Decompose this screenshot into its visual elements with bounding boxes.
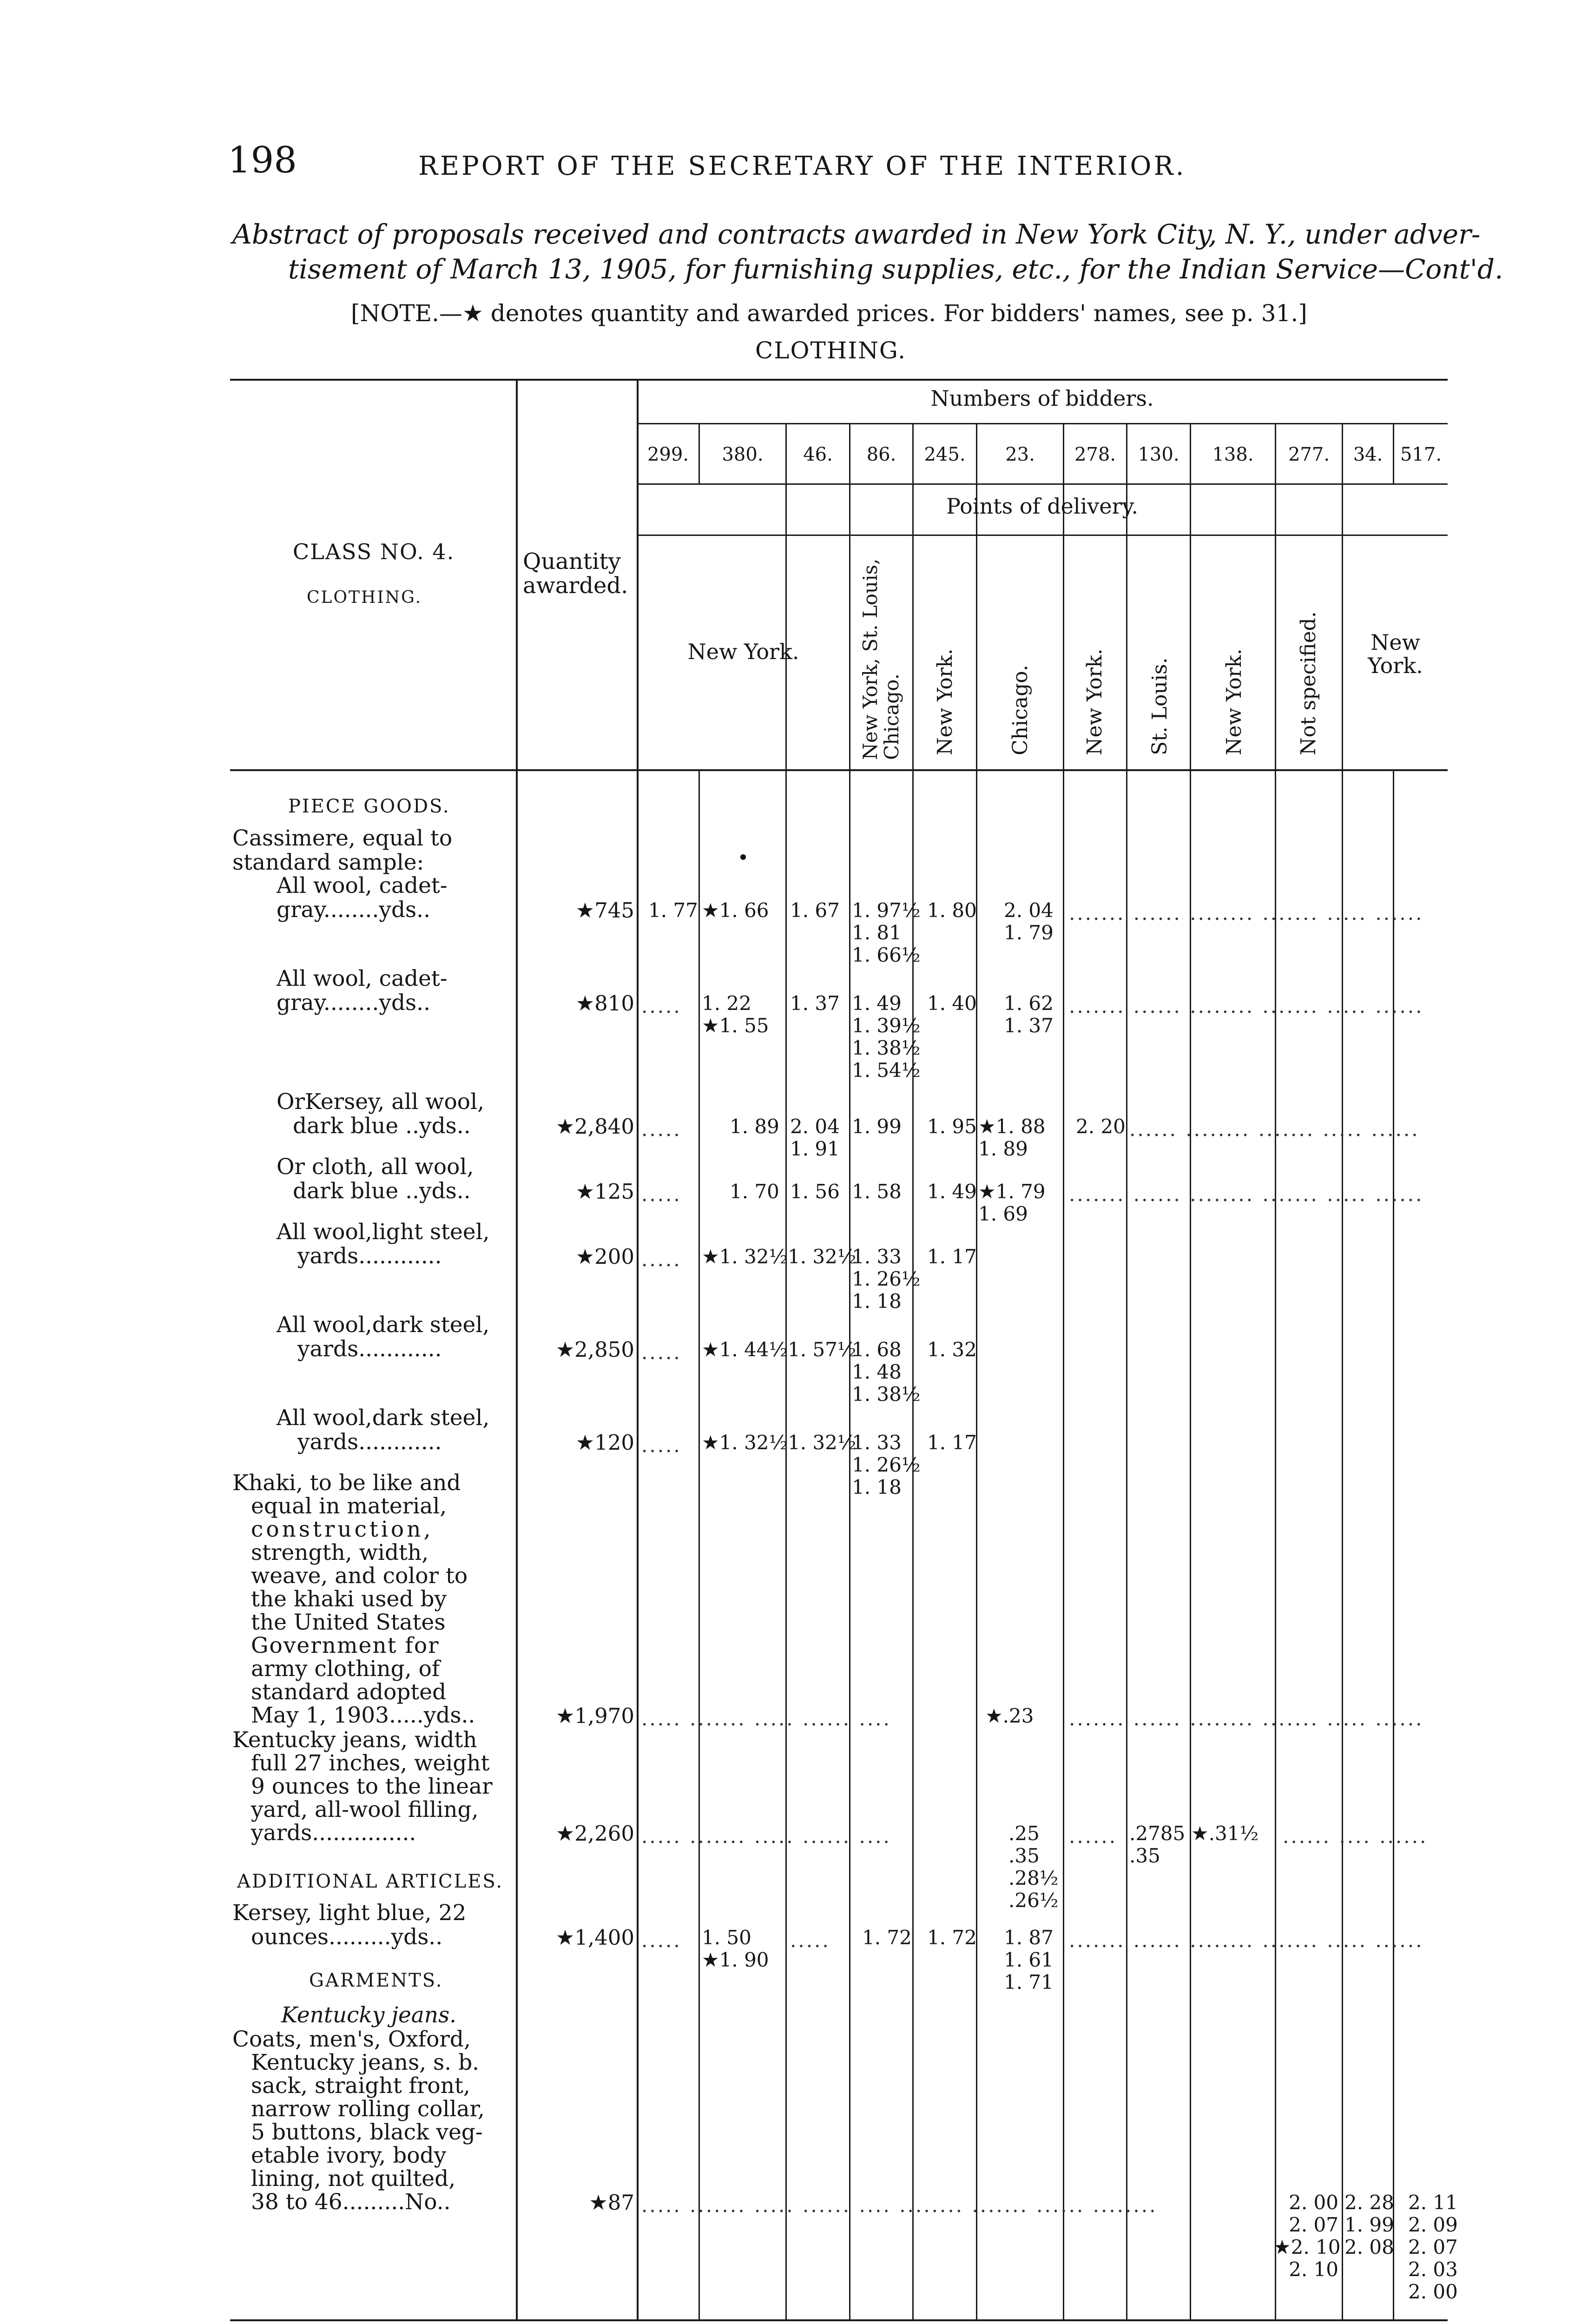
- r10-bid-86: 1. 72: [862, 1926, 912, 1949]
- r9-bid-130: .2785 .35: [1129, 1822, 1186, 1867]
- r11-label-3: sack, straight front,: [251, 2073, 470, 2099]
- r8-label-4: strength, width,: [251, 1540, 429, 1565]
- col-rule-138: [1275, 423, 1276, 2319]
- col-rule-380: [785, 423, 787, 2319]
- r10-bid-380: 1. 50 ★1. 90: [702, 1926, 769, 1971]
- r7-label-1: All wool,dark steel,: [277, 1405, 490, 1431]
- r2-dots-299: .....: [641, 995, 682, 1017]
- r3-label-1: OrKersey, all wool,: [277, 1089, 485, 1115]
- r11-quantity: ★87: [589, 2190, 634, 2215]
- r1-bid-245: 1. 80: [927, 899, 977, 922]
- quantity-label-1: Quantity: [523, 548, 621, 574]
- r1-bid-299: 1. 77: [648, 899, 698, 922]
- col-rule-quantity: [637, 379, 639, 2319]
- r5-bid-86: 1. 33 1. 26½ 1. 18: [852, 1245, 921, 1313]
- delivery-new-york-last-1: New: [1371, 630, 1420, 655]
- r11-label-1: Coats, men's, Oxford,: [232, 2027, 471, 2052]
- bidder-245: 245.: [924, 444, 966, 465]
- section-title: CLOTHING.: [755, 337, 906, 364]
- r6-dots-299: .....: [641, 1341, 682, 1364]
- r8-label-11: May 1, 1903.....yds..: [251, 1703, 475, 1728]
- r1-leader-dots: ....... ...... ........ ....... ..... ......: [1069, 902, 1424, 924]
- quantity-label-2: awarded.: [523, 573, 628, 599]
- r8-quantity: ★1,970: [555, 1703, 634, 1728]
- r3-dots-299: .....: [641, 1118, 682, 1141]
- r9-leader-dots-right: ...... .... ......: [1283, 1825, 1428, 1848]
- r10-dots-46: .....: [790, 1929, 830, 1952]
- r1-label-2: gray........yds..: [277, 897, 431, 923]
- col-rule-278: [1126, 423, 1127, 2319]
- table-top-rule: [230, 379, 1448, 381]
- bidder-277: 277.: [1288, 444, 1330, 465]
- r8-label-5: weave, and color to: [251, 1563, 468, 1589]
- r8-label-1: Khaki, to be like and: [232, 1470, 461, 1496]
- r9-leader-dots-left: ..... ....... ..... ...... ....: [641, 1825, 891, 1848]
- bidder-130: 130.: [1138, 444, 1179, 465]
- r10-leader-dots: ....... ...... ........ ....... ..... ......: [1069, 1929, 1424, 1952]
- r9-quantity: ★2,260: [555, 1821, 634, 1846]
- r10-label-1: Kersey, light blue, 22: [232, 1900, 467, 1926]
- r7-label-2: yards............: [297, 1429, 442, 1455]
- r5-quantity: ★200: [575, 1244, 634, 1269]
- r11-label-2: Kentucky jeans, s. b.: [251, 2050, 480, 2075]
- delivery-not-specified: Not specified.: [1297, 611, 1320, 755]
- r11-bid-517: 2. 11 2. 09 2. 07 2. 03 2. 00: [1408, 2191, 1458, 2303]
- bidder-46: 46.: [803, 444, 833, 465]
- r6-quantity: ★2,850: [555, 1337, 634, 1362]
- abstract-title-line1: Abstract of proposals received and contracts awarded in New York City, N. Y., under adver-: [232, 218, 1481, 250]
- r11-leader-dots: ..... ....... ..... ...... .... ........ ....... ...... ........: [641, 2194, 1158, 2217]
- r9-label-1: Kentucky jeans, width: [232, 1727, 477, 1753]
- r11-label-5: 5 buttons, black veg-: [251, 2119, 483, 2145]
- r1-bid-23: 2. 04 1. 79: [1004, 899, 1054, 944]
- r11-bid-34: 2. 28 1. 99 2. 08: [1344, 2191, 1394, 2258]
- abstract-title-line2: tisement of March 13, 1905, for furnishing supplies, etc., for the Indian Service—Cont'd.: [288, 253, 1503, 285]
- r11-label-4: narrow rolling collar,: [251, 2096, 485, 2122]
- r9-label-4: yard, all-wool filling,: [251, 1797, 479, 1822]
- r10-bid-245: 1. 72: [927, 1926, 977, 1949]
- r1-bid-46: 1. 67: [790, 899, 840, 922]
- cassimere-intro-1: Cassimere, equal to: [232, 825, 453, 851]
- r6-bid-245: 1. 32: [927, 1338, 977, 1361]
- delivery-st-louis: St. Louis.: [1148, 657, 1172, 755]
- r11-label-7: lining, not quilted,: [251, 2166, 456, 2192]
- col-rule-245: [976, 423, 977, 2319]
- r4-bid-46: 1. 56: [790, 1180, 840, 1203]
- r11-bid-277: 2. 00 2. 07 ★2. 10 2. 10: [1273, 2191, 1341, 2281]
- bidder-86: 86.: [866, 444, 896, 465]
- r6-bid-380: ★1. 44½: [702, 1338, 788, 1361]
- r3-bid-23: ★1. 88 1. 89: [978, 1115, 1046, 1160]
- r2-bid-23: 1. 62 1. 37: [1004, 992, 1054, 1037]
- r2-label-1: All wool, cadet-: [277, 966, 448, 991]
- r4-bid-86: 1. 58: [852, 1180, 902, 1203]
- bidder-numbers-rule: [637, 483, 1448, 485]
- r9-label-3: 9 ounces to the linear: [251, 1774, 493, 1799]
- r8-label-8: Government for: [251, 1633, 440, 1658]
- r8-label-7: the United States: [251, 1610, 446, 1635]
- r8-label-9: army clothing, of: [251, 1656, 440, 1682]
- bidders-caption-rule: [637, 423, 1448, 424]
- section-piece-goods: PIECE GOODS.: [288, 796, 450, 817]
- delivery-ny-stl-chicago: New York, St. Louis, Chicago.: [859, 558, 903, 760]
- r1-bid-86: 1. 97½ 1. 81 1. 66½: [852, 899, 921, 966]
- class-sub-label: CLOTHING.: [307, 588, 422, 607]
- r1-quantity: ★745: [575, 898, 634, 923]
- r3-label-2: dark blue ..yds..: [293, 1113, 471, 1139]
- r4-label-2: dark blue ..yds..: [293, 1178, 471, 1204]
- col-rule-130: [1190, 423, 1191, 2319]
- r3-leader-dots: ...... ........ ....... ..... ......: [1129, 1118, 1420, 1141]
- r2-bid-46: 1. 37: [790, 992, 840, 1015]
- r5-bid-46: 1. 32½: [788, 1245, 857, 1268]
- r3-quantity: ★2,840: [555, 1114, 634, 1139]
- r9-label-5: yards...............: [251, 1820, 416, 1846]
- r6-bid-86: 1. 68 1. 48 1. 38½: [852, 1338, 921, 1406]
- r5-label-1: All wool,light steel,: [277, 1219, 490, 1245]
- r4-bid-380: 1. 70: [730, 1180, 779, 1203]
- delivery-chicago: Chicago.: [1008, 665, 1032, 755]
- bidder-138: 138.: [1212, 444, 1254, 465]
- delivery-new-york-278: New York.: [1083, 648, 1107, 755]
- r4-dots-299: .....: [641, 1183, 682, 1206]
- r3-bid-278: 2. 20: [1076, 1115, 1126, 1138]
- r8-label-3: construction,: [251, 1517, 434, 1542]
- r4-bid-23: ★1. 79 1. 69: [978, 1180, 1046, 1225]
- r7-bid-86: 1. 33 1. 26½ 1. 18: [852, 1431, 921, 1499]
- col-rule-46: [849, 423, 850, 2319]
- bidder-517: 517.: [1400, 444, 1442, 465]
- r11-label-6: etable ivory, body: [251, 2143, 447, 2168]
- r6-label-2: yards............: [297, 1336, 442, 1362]
- r3-bid-245: 1. 95: [927, 1115, 977, 1138]
- bidder-278: 278.: [1074, 444, 1116, 465]
- r9-dots-278: ......: [1069, 1825, 1118, 1848]
- r7-quantity: ★120: [575, 1430, 634, 1455]
- delivery-caption-rule: [637, 535, 1448, 536]
- cassimere-intro-2: standard sample:: [232, 850, 424, 875]
- r8-leader-dots-left: ..... ....... ..... ...... ....: [641, 1707, 891, 1730]
- r2-leader-dots: ....... ...... ........ ....... ..... ......: [1069, 995, 1424, 1017]
- r10-dots-299: .....: [641, 1929, 682, 1952]
- section-kentucky-jeans: Kentucky jeans.: [281, 2002, 457, 2028]
- r4-quantity: ★125: [575, 1179, 634, 1204]
- delivery-new-york-245: New York.: [933, 648, 957, 755]
- r2-label-2: gray........yds..: [277, 990, 431, 1016]
- section-additional-articles: ADDITIONAL ARTICLES.: [237, 1871, 504, 1892]
- r8-leader-dots-right: ....... ...... ........ ....... ..... ......: [1069, 1707, 1424, 1730]
- r5-bid-380: ★1. 32½: [702, 1245, 788, 1268]
- col-rule-277: [1342, 423, 1343, 2319]
- bidder-23: 23.: [1005, 444, 1035, 465]
- col-rule-description: [516, 379, 518, 2319]
- delivery-caption: Points of delivery.: [946, 494, 1138, 519]
- ink-mark: [740, 854, 746, 860]
- r8-label-2: equal in material,: [251, 1493, 447, 1519]
- r10-quantity: ★1,400: [555, 1925, 634, 1950]
- r6-bid-46: 1. 57½: [788, 1338, 857, 1361]
- page-number: 198: [228, 139, 297, 181]
- r9-label-2: full 27 inches, weight: [251, 1750, 490, 1776]
- r2-quantity: ★810: [575, 991, 634, 1016]
- bidder-380: 380.: [722, 444, 764, 465]
- r9-bid-23: .25 .35 .28½ .26½: [1008, 1822, 1059, 1912]
- r7-bid-380: ★1. 32½: [702, 1431, 788, 1454]
- r4-label-1: Or cloth, all wool,: [277, 1154, 474, 1180]
- r7-bid-245: 1. 17: [927, 1431, 977, 1454]
- bidder-299: 299.: [647, 444, 689, 465]
- r10-label-2: ounces.........yds..: [251, 1924, 443, 1950]
- r3-bid-380: 1. 89: [730, 1115, 779, 1138]
- r7-bid-46: 1. 32½: [788, 1431, 857, 1454]
- r10-bid-23: 1. 87 1. 61 1. 71: [1004, 1926, 1054, 1994]
- bidders-caption: Numbers of bidders.: [930, 386, 1154, 411]
- col-rule-23: [1063, 423, 1064, 2319]
- header-bottom-rule: [230, 769, 1448, 771]
- r11-label-8: 38 to 46.........No..: [251, 2189, 451, 2215]
- r1-bid-380: ★1. 66: [702, 899, 769, 922]
- r3-bid-86: 1. 99: [852, 1115, 902, 1138]
- r1-label-1: All wool, cadet-: [277, 873, 448, 898]
- r5-bid-245: 1. 17: [927, 1245, 977, 1268]
- note: [NOTE.—★ denotes quantity and awarded prices. For bidders' names, see p. 31.]: [351, 300, 1307, 327]
- r4-leader-dots: ....... ...... ........ ....... ..... ......: [1069, 1183, 1424, 1206]
- running-head: REPORT OF THE SECRETARY OF THE INTERIOR.: [418, 151, 1186, 181]
- r7-dots-299: .....: [641, 1434, 682, 1457]
- r5-label-2: yards............: [297, 1243, 442, 1269]
- r3-bid-46: 2. 04 1. 91: [790, 1115, 840, 1160]
- section-garments: GARMENTS.: [309, 1970, 443, 1991]
- r8-bid-23: ★.23: [985, 1704, 1034, 1727]
- r6-label-1: All wool,dark steel,: [277, 1312, 490, 1338]
- table-bottom-rule: [230, 2319, 1448, 2321]
- bidder-34: 34.: [1353, 444, 1383, 465]
- r5-dots-299: .....: [641, 1248, 682, 1271]
- r2-bid-380: 1. 22 ★1. 55: [702, 992, 769, 1037]
- class-label: CLASS NO. 4.: [293, 539, 455, 564]
- r8-label-10: standard adopted: [251, 1679, 447, 1705]
- delivery-new-york-138: New York.: [1222, 648, 1246, 755]
- r2-bid-86: 1. 49 1. 39½ 1. 38½ 1. 54½: [852, 992, 921, 1082]
- r4-bid-245: 1. 49: [927, 1180, 977, 1203]
- col-rule-299-body: [698, 769, 700, 2319]
- delivery-new-york-group: New York.: [687, 639, 799, 664]
- r9-bid-138: ★.31½: [1191, 1822, 1259, 1845]
- r8-label-6: the khaki used by: [251, 1586, 447, 1612]
- delivery-new-york-last-2: York.: [1368, 653, 1423, 678]
- r2-bid-245: 1. 40: [927, 992, 977, 1015]
